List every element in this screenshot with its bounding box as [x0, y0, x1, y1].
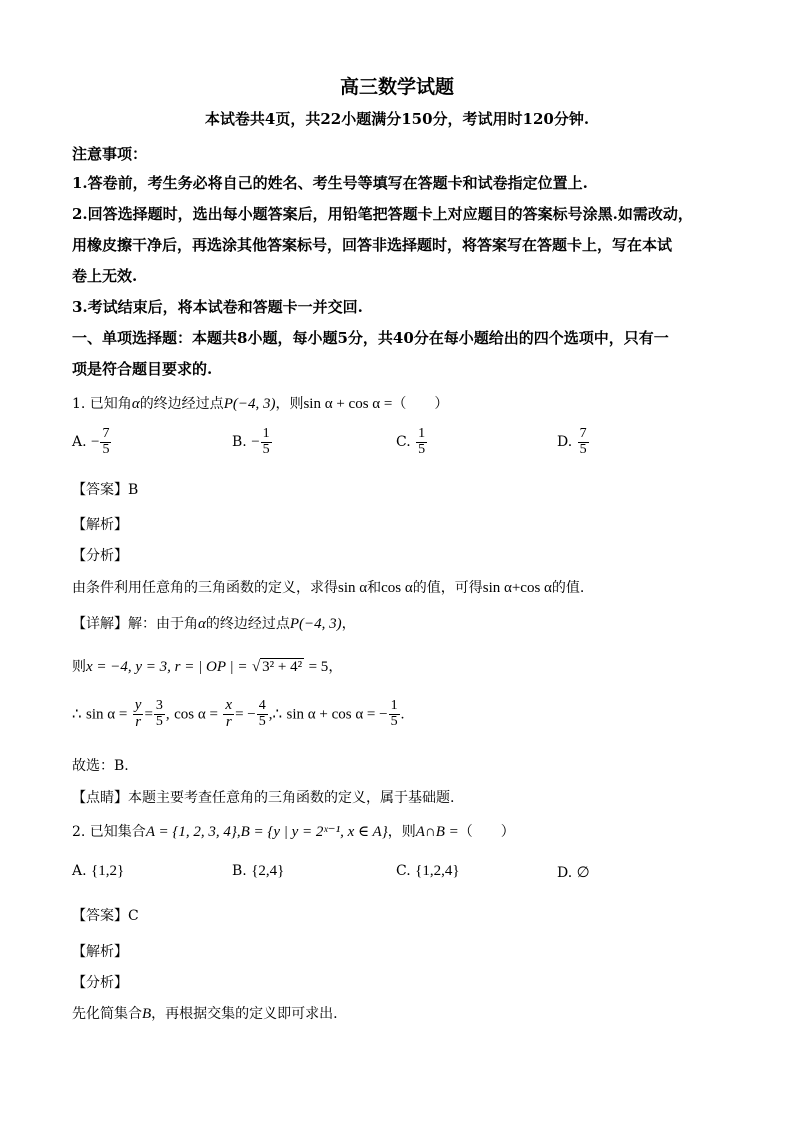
- q2-expr: A∩B =: [415, 824, 459, 840]
- page-subtitle: 本试卷共4页，共22小题满分150分，考试用时120分钟.: [204, 110, 590, 128]
- comma: ,: [165, 706, 170, 723]
- fraction-denominator: 5: [418, 441, 426, 457]
- fraction-denominator: r: [225, 713, 232, 730]
- dianjing-tag: 【点睛】: [72, 790, 128, 806]
- sum-fraction-value: [389, 699, 400, 729]
- q1-choose: 故选：B.: [72, 758, 129, 774]
- fraction-denominator: 5: [390, 713, 398, 729]
- q1-detail: [72, 613, 356, 633]
- option-fraction: [100, 427, 111, 457]
- analysis-text: 和: [367, 580, 382, 596]
- q2-stem: [72, 821, 515, 841]
- fraction-denominator: 5: [155, 713, 163, 729]
- option-letter: B.: [232, 434, 247, 451]
- period: .: [400, 706, 405, 723]
- q1-stem-prefix: 1. 已知角: [72, 396, 132, 412]
- fraction-denominator: 5: [258, 713, 266, 729]
- q2-option-c: [396, 863, 460, 880]
- therefore-symbol: ∴: [272, 706, 283, 723]
- equals-minus: = −: [235, 706, 256, 723]
- q2-option-a: [72, 863, 124, 880]
- q2-stem-suffix: ，则: [387, 824, 416, 840]
- fraction-numerator: 4: [258, 698, 266, 714]
- detail-text: ，: [341, 616, 356, 632]
- option-letter: C.: [396, 863, 411, 879]
- option-value: {1,2,4}: [415, 863, 460, 879]
- q2-jiexi-heading: 【解析】: [72, 944, 128, 960]
- dianjing-text: 本题主要考查任意角的三角函数的定义，属于基础题.: [128, 790, 455, 806]
- q1-jiexi-heading: 【解析】: [72, 517, 128, 533]
- option-letter: A.: [72, 434, 87, 451]
- option-fraction: [261, 427, 272, 457]
- notes-item-3: 3.考试结束后，将本试卷和答题卡一并交回.: [72, 298, 363, 316]
- option-letter: A.: [72, 863, 87, 879]
- q1-answer: 【答案】B: [72, 482, 139, 498]
- option-fraction: [578, 427, 589, 457]
- section1-line-1: 一、单项选择题：本题共8小题，每小题5分，共40分在每小题给出的四个选项中，只有一: [72, 329, 669, 347]
- q1-option-a: [72, 427, 112, 457]
- comma: ,: [268, 706, 273, 723]
- analysis-text: 的值，可得: [412, 580, 483, 596]
- q1-analysis: [72, 577, 584, 597]
- option-sign: −: [91, 434, 100, 451]
- sqrt-expression: √ 3² + 4²: [251, 659, 303, 675]
- fraction-numerator: 3: [155, 698, 163, 714]
- sin-fraction-value: [154, 699, 165, 729]
- q1-dianjing: [72, 787, 454, 807]
- fraction-numerator: 7: [579, 426, 587, 441]
- fraction-denominator: r: [135, 713, 142, 730]
- analysis-text: 由条件利用任意角的三角函数的定义，求得: [72, 580, 338, 596]
- option-letter: D.: [557, 434, 573, 451]
- notes-item-2-line-1: 2.回答选择题时，选出每小题答案后，用铅笔把答题卡上对应题目的答案标号涂黑.如需改动，: [72, 205, 693, 223]
- section1-line-2: 项是符合题目要求的.: [72, 360, 213, 378]
- comma: ,: [236, 824, 241, 840]
- cos-fraction-symbolic: [223, 698, 234, 731]
- detail-text: 的终边经过点: [205, 616, 290, 632]
- fraction-numerator: x: [225, 697, 233, 713]
- sin-fraction-symbolic: [133, 698, 144, 731]
- fraction-denominator: 5: [579, 441, 587, 457]
- option-letter: D.: [557, 865, 573, 881]
- therefore-symbol: ∴: [72, 706, 82, 723]
- fraction-numerator: 1: [390, 698, 398, 714]
- fraction-numerator: 1: [418, 426, 426, 441]
- cos-alpha: cos α: [381, 580, 413, 596]
- sin-label: sin α =: [86, 706, 128, 723]
- q2-fenxi-heading: 【分析】: [72, 975, 128, 991]
- q1-point: P(−4, 3): [223, 396, 276, 412]
- page-title: 高三数学试题: [339, 76, 454, 98]
- then-result: = 5: [308, 659, 329, 675]
- equals-sign: =: [144, 706, 153, 723]
- notes-item-1: 1.答卷前，考生务必将自己的姓名、考生号等填写在答题卡和试卷指定位置上.: [72, 174, 588, 192]
- then-end: ，: [328, 659, 343, 675]
- then-label: 则: [72, 659, 86, 675]
- option-value: {1,2}: [91, 863, 125, 879]
- detail-text: 解：由于角: [128, 616, 198, 632]
- q2-analysis: [72, 1003, 338, 1023]
- fraction-numerator: y: [134, 697, 142, 713]
- q1-paren: （ ）: [392, 396, 449, 412]
- cos-fraction-value: [257, 699, 268, 729]
- q1-option-c: [396, 427, 428, 457]
- option-letter: B.: [232, 863, 247, 879]
- q1-option-b: [232, 427, 273, 457]
- set-b-symbol: B: [142, 1006, 152, 1022]
- q2-paren: （ ）: [458, 824, 515, 840]
- alpha-symbol: α: [198, 616, 206, 632]
- cos-label: cos α =: [174, 706, 218, 723]
- detail-tag: 【详解】: [72, 616, 128, 632]
- sqrt-radicand: 3² + 4²: [262, 659, 303, 675]
- fraction-denominator: 5: [262, 441, 270, 457]
- q2-option-d: [557, 863, 590, 882]
- alpha-symbol: α: [131, 396, 140, 412]
- notes-heading: 注意事项：: [72, 145, 148, 163]
- detail-point: P(−4, 3): [289, 616, 342, 632]
- then-expression: x = −4, y = 3, r = | OP | =: [86, 659, 248, 675]
- analysis-text: ，再根据交集的定义即可求出.: [151, 1006, 338, 1022]
- fraction-numerator: 1: [262, 426, 270, 441]
- option-letter: C.: [396, 434, 411, 451]
- q1-stem: [72, 393, 448, 413]
- notes-item-2-line-3: 卷上无效.: [72, 267, 138, 285]
- fraction-denominator: 5: [102, 441, 110, 457]
- q2-option-b: [232, 863, 284, 880]
- q2-stem-prefix: 2. 已知集合: [72, 824, 146, 840]
- q1-fenxi-heading: 【分析】: [72, 548, 128, 564]
- set-a: A = {1, 2, 3, 4}: [145, 824, 237, 840]
- analysis-text: 的值.: [551, 580, 585, 596]
- option-value: {2,4}: [251, 863, 285, 879]
- analysis-text: 先化简集合: [72, 1006, 142, 1022]
- q1-then-line: [72, 656, 342, 676]
- fraction-numerator: 7: [102, 426, 110, 441]
- option-sign: −: [251, 434, 260, 451]
- q1-stem-mid: 的终边经过点: [139, 396, 224, 412]
- notes-item-2-line-2: 用橡皮擦干净后，再选涂其他答案标号，回答非选择题时，将答案写在答题卡上，写在本试: [72, 236, 673, 254]
- option-value: ∅: [576, 865, 590, 881]
- set-b: B = {y | y = 2ˣ⁻¹, x ∈ A}: [240, 824, 388, 840]
- q1-option-d: [557, 427, 590, 457]
- sin-alpha: sin α: [338, 580, 368, 596]
- q1-therefore-line: [72, 698, 404, 731]
- q1-stem-suffix: ，则: [275, 396, 304, 412]
- option-fraction: [416, 427, 427, 457]
- sum-label: sin α + cos α = −: [286, 706, 388, 723]
- q1-expr: sin α + cos α =: [303, 396, 393, 412]
- q2-answer: 【答案】C: [72, 908, 139, 924]
- sin-plus-cos: sin α+cos α: [482, 580, 552, 596]
